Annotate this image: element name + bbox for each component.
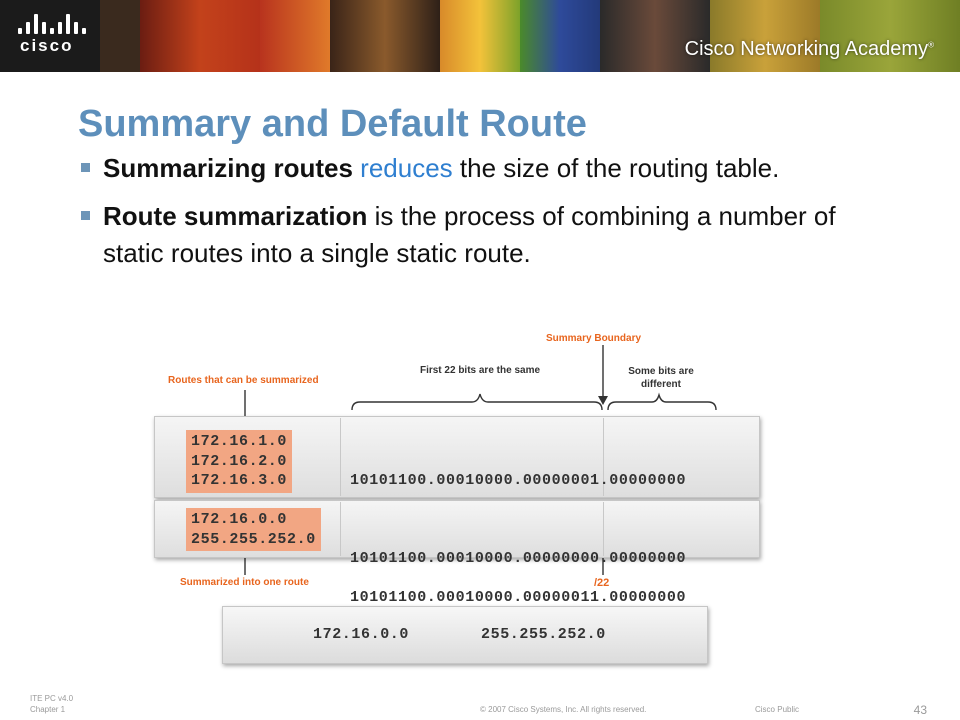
academy-text: Cisco Networking Academy [684,38,929,60]
column-divider [340,418,341,496]
summary-network: 172.16.0.0 [191,511,288,528]
summary-route-result [222,606,708,664]
route-address: 172.16.1.0 [191,433,288,450]
label-routes-summarizable: Routes that can be summarized [168,375,319,386]
footer-copyright: © 2007 Cisco Systems, Inc. All rights reserved. [480,705,647,714]
footer-chapter: Chapter 1 [30,705,66,714]
page-number: 43 [913,703,927,717]
binary-diff-bits: 11.00000000 [580,589,687,606]
slide-title: Summary and Default Route [78,103,587,145]
trademark-mark: ® [928,40,934,50]
bullet-text: is the process of combining a number of static routes into a single static route. [103,201,836,268]
routes-address-box [186,430,292,493]
result-mask: 255.255.252.0 [481,626,606,643]
binary-same-bits: 10101100.00010000.000000 [350,589,581,606]
bullet-bold-term: Route summarization [103,201,368,231]
bullet-bold-term: Summarizing routes [103,153,353,183]
binary-row [350,471,686,491]
summary-mask: 255.255.252.0 [191,530,316,548]
brace-first-22-icon [352,394,602,410]
binary-diff-bits: 00.00000000 [580,550,687,567]
result-network: 172.16.0.0 [313,626,410,643]
brace-different-icon [608,395,716,410]
footer-classification: Cisco Public [755,705,800,714]
route-address: 172.16.3.0 [191,472,288,489]
binary-same-bits: 10101100.00010000.000000 [350,472,581,489]
label-prefix-length: /22 [594,577,610,589]
label-bits-different: Some bits are different [628,366,694,390]
footer-course: ITE PC v4.0 [30,694,74,703]
label-summarized-route: Summarized into one route [180,577,309,588]
summary-address-box [186,508,321,551]
column-divider [340,502,341,556]
bullet-highlight: reduces [360,153,453,183]
cisco-logo-text: cisco [20,36,74,55]
bullet-text: the size of the routing table. [452,153,780,183]
arrow-boundary-icon [598,345,608,405]
route-address: 172.16.2.0 [191,452,288,470]
label-first-22-bits: First 22 bits are the same [419,365,541,376]
label-summary-boundary: Summary Boundary [546,333,642,344]
binary-same-bits: 10101100.00010000.000000 [350,550,581,567]
binary-row [350,549,686,569]
binary-diff-bits: 01.00000000 [580,472,687,489]
